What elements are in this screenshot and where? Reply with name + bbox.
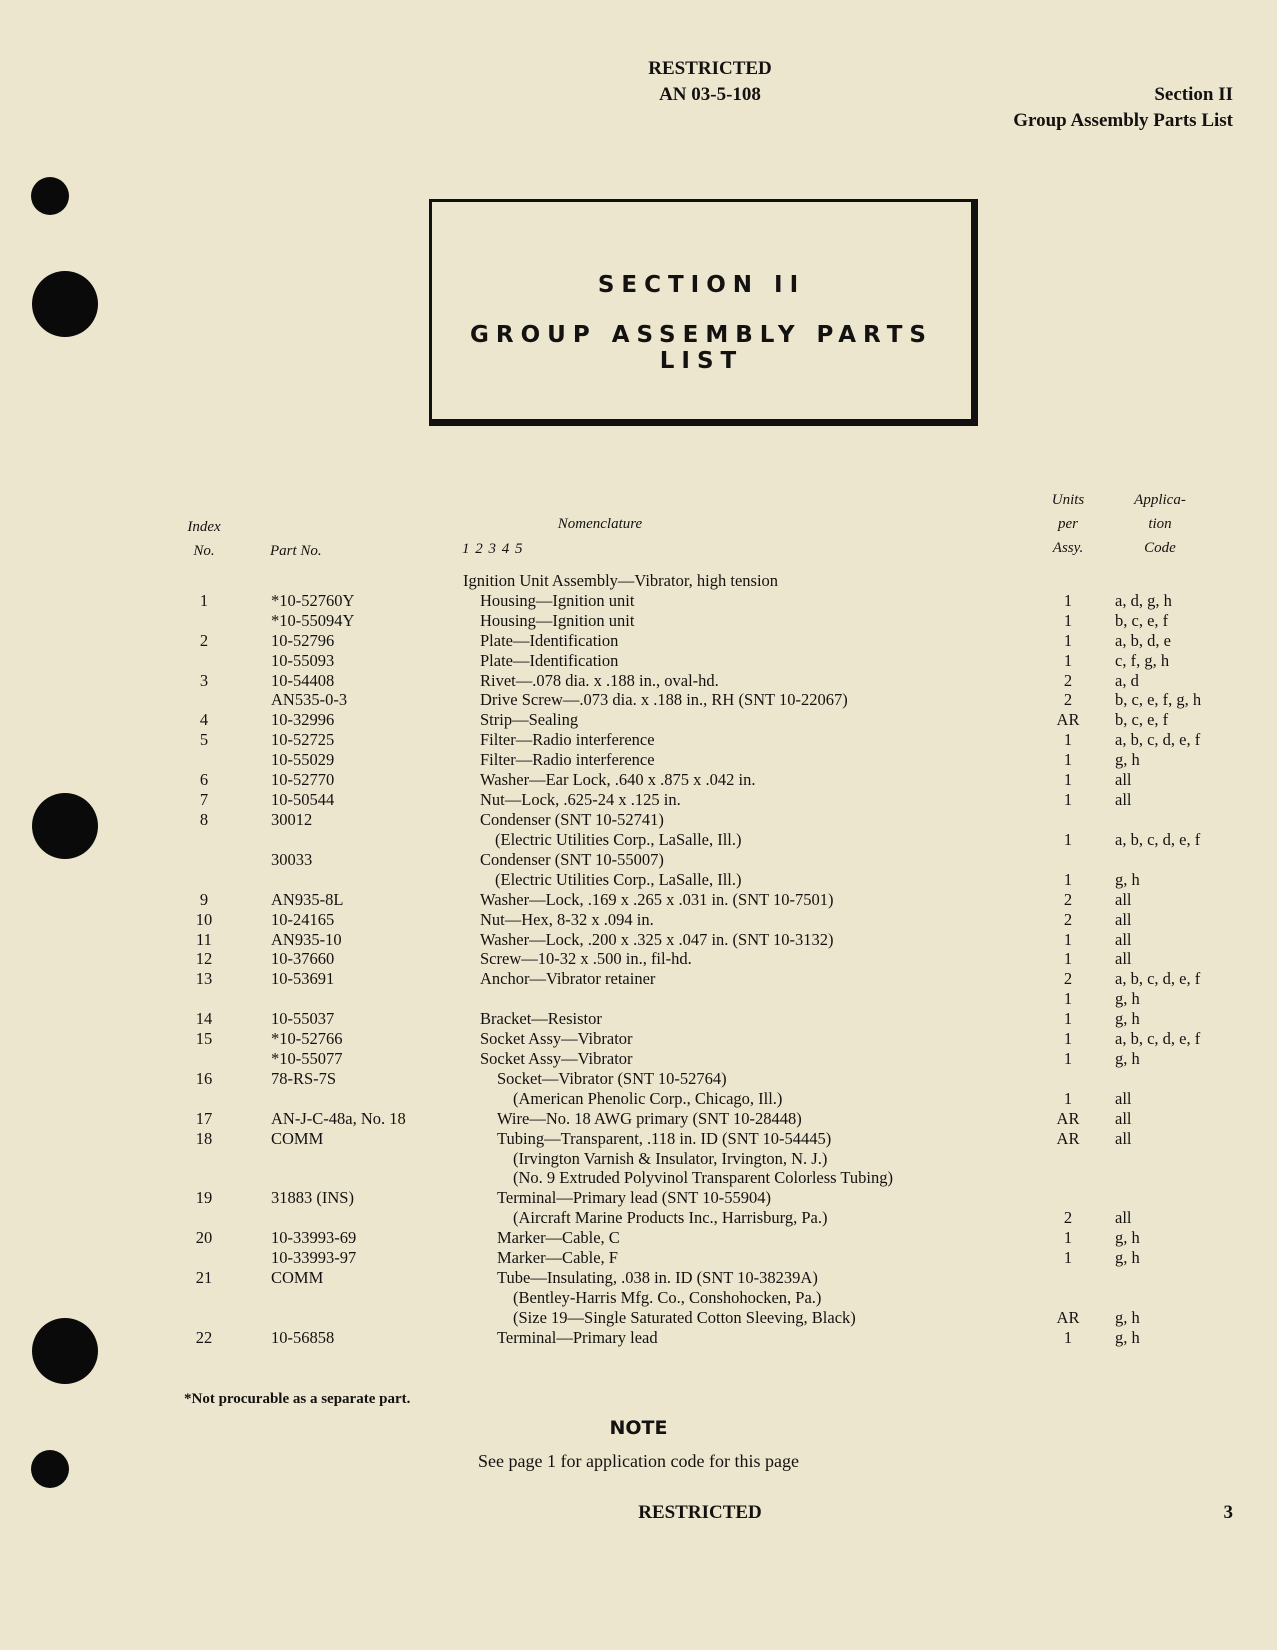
row-units-per-assy: 2 <box>1063 1208 1073 1228</box>
row-index-number: 16 <box>195 1068 213 1088</box>
row-nomenclature: Marker—Cable, F <box>497 1248 618 1267</box>
row-part-number: 10-33993-69 <box>271 1228 357 1248</box>
row-index-number: 18 <box>195 1128 213 1148</box>
table-row <box>0 1248 1277 1268</box>
row-units-per-assy: AR <box>1056 1307 1080 1327</box>
row-index-number: 21 <box>195 1267 213 1287</box>
row-index-number: 10 <box>195 909 213 929</box>
table-row <box>0 949 1277 969</box>
table-row <box>0 651 1277 671</box>
row-part-number: 30033 <box>271 849 313 869</box>
row-units-per-assy: AR <box>1056 1128 1080 1148</box>
row-nomenclature: Anchor—Vibrator retainer <box>480 969 656 989</box>
row-index-number: 14 <box>195 1009 213 1029</box>
table-row <box>0 1089 1277 1109</box>
row-part-number: 10-33993-97 <box>271 1248 357 1267</box>
table-row <box>0 1208 1277 1228</box>
row-nomenclature: Tubing—Transparent, .118 in. ID (SNT 10-54445) <box>497 1128 832 1148</box>
column-header-units: Units per Assy. <box>1051 492 1085 556</box>
row-nomenclature: Plate—Identification <box>480 650 619 670</box>
row-application-code: g, h <box>1115 1009 1140 1029</box>
row-index-number: 11 <box>196 929 212 949</box>
row-units-per-assy: 1 <box>1063 789 1073 809</box>
row-application-code: all <box>1115 909 1132 929</box>
row-index-number: 6 <box>199 770 209 789</box>
row-nomenclature: Wire—No. 18 AWG primary (SNT 10-28448) <box>497 1108 802 1128</box>
row-units-per-assy: 1 <box>1063 1009 1073 1029</box>
table-row <box>0 770 1277 790</box>
punch-hole <box>31 177 69 215</box>
row-nomenclature: Socket—Vibrator (SNT 10-52764) <box>497 1068 727 1088</box>
column-header-nomenclature: Nomenclature <box>557 516 643 532</box>
footer-classification: RESTRICTED <box>638 1502 762 1523</box>
table-row <box>0 1049 1277 1069</box>
row-nomenclature: Socket Assy—Vibrator <box>480 1029 633 1048</box>
section-label: Section II <box>1154 84 1233 105</box>
row-index-number: 1 <box>199 590 209 610</box>
row-nomenclature: Washer—Lock, .169 x .265 x .031 in. (SNT 10-7501) <box>480 889 834 909</box>
row-index-number: 8 <box>199 809 209 829</box>
table-row <box>0 1328 1277 1348</box>
row-part-number: 10-55029 <box>271 750 335 770</box>
row-part-number: COMM <box>271 1267 324 1287</box>
row-application-code: all <box>1115 770 1132 789</box>
table-row <box>0 730 1277 750</box>
row-application-code: g, h <box>1115 989 1140 1009</box>
table-row <box>0 591 1277 611</box>
row-nomenclature: Ignition Unit Assembly—Vibrator, high tension <box>463 571 779 590</box>
row-nomenclature: Terminal—Primary lead <box>497 1327 658 1347</box>
row-part-number: 10-50544 <box>271 789 335 809</box>
row-units-per-assy: 1 <box>1063 949 1073 969</box>
row-nomenclature: (Electric Utilities Corp., LaSalle, Ill.) <box>495 829 742 849</box>
page-header-center <box>600 56 820 108</box>
row-application-code: g, h <box>1115 869 1140 889</box>
column-header-indent-levels: 1 2 3 4 5 <box>462 541 524 557</box>
row-units-per-assy: 1 <box>1063 829 1073 849</box>
row-application-code: all <box>1115 949 1132 969</box>
row-part-number: 10-32996 <box>271 710 335 730</box>
row-units-per-assy: 1 <box>1063 1088 1073 1108</box>
table-row <box>0 1069 1277 1089</box>
punch-hole <box>32 271 98 337</box>
row-units-per-assy: 1 <box>1063 1228 1073 1248</box>
row-application-code: a, b, d, e <box>1115 630 1171 650</box>
table-row <box>0 1009 1277 1029</box>
row-units-per-assy: 1 <box>1063 989 1073 1009</box>
row-nomenclature: Bracket—Resistor <box>480 1009 602 1029</box>
row-nomenclature: Housing—Ignition unit <box>480 590 635 610</box>
row-nomenclature: Filter—Radio interference <box>480 730 655 750</box>
row-nomenclature: Strip—Sealing <box>480 710 579 730</box>
note-text: See page 1 for application code for this page <box>478 1451 799 1471</box>
row-part-number: 10-54408 <box>271 670 335 690</box>
row-application-code: all <box>1115 1128 1132 1148</box>
row-units-per-assy: 1 <box>1063 610 1073 630</box>
classification-label: RESTRICTED <box>648 58 772 79</box>
row-nomenclature: Condenser (SNT 10-55007) <box>480 849 664 869</box>
row-part-number: 78-RS-7S <box>271 1068 337 1088</box>
row-application-code: a, b, c, d, e, f <box>1115 969 1201 989</box>
page-number: 3 <box>1223 1502 1233 1523</box>
table-row <box>0 1149 1277 1169</box>
row-index-number: 13 <box>195 969 213 989</box>
row-nomenclature: Condenser (SNT 10-52741) <box>480 809 664 829</box>
row-index-number: 7 <box>199 789 209 809</box>
table-row <box>0 969 1277 989</box>
row-part-number: 10-24165 <box>271 909 335 929</box>
row-application-code: g, h <box>1115 1228 1140 1248</box>
row-nomenclature: Nut—Hex, 8-32 x .094 in. <box>480 909 654 929</box>
row-units-per-assy: 1 <box>1063 650 1073 670</box>
row-application-code: c, f, g, h <box>1115 650 1170 670</box>
row-index-number: 15 <box>195 1029 213 1048</box>
row-part-number: 31883 (INS) <box>271 1188 354 1208</box>
title-section-name: GROUP ASSEMBLY PARTS LIST <box>470 322 933 374</box>
row-application-code: all <box>1115 1088 1132 1108</box>
row-index-number: 2 <box>199 630 209 650</box>
row-part-number: 10-52725 <box>271 730 335 750</box>
row-application-code: all <box>1115 789 1132 809</box>
row-part-number: 10-52796 <box>271 630 335 650</box>
table-row <box>0 810 1277 830</box>
table-row <box>0 850 1277 870</box>
row-application-code: g, h <box>1115 1307 1140 1327</box>
row-nomenclature: (Size 19—Single Saturated Cotton Sleeving, Black) <box>513 1307 856 1327</box>
row-index-number: 12 <box>195 949 213 969</box>
row-nomenclature: Nut—Lock, .625-24 x .125 in. <box>480 789 681 809</box>
row-nomenclature: (Bentley-Harris Mfg. Co., Conshohocken, Pa.) <box>513 1287 822 1307</box>
section-title: Group Assembly Parts List <box>1013 110 1233 131</box>
row-application-code: all <box>1115 1208 1132 1228</box>
row-application-code: all <box>1115 929 1132 949</box>
row-index-number: 9 <box>199 889 209 909</box>
table-row <box>0 631 1277 651</box>
footnote: *Not procurable as a separate part. <box>184 1391 411 1407</box>
table-row <box>0 750 1277 770</box>
row-nomenclature: Filter—Radio interference <box>480 750 655 770</box>
row-index-number: 22 <box>195 1327 213 1347</box>
row-application-code: g, h <box>1115 1248 1140 1267</box>
row-application-code: g, h <box>1115 750 1140 770</box>
row-units-per-assy: 1 <box>1063 1029 1073 1048</box>
table-row <box>0 910 1277 930</box>
row-units-per-assy: 1 <box>1063 630 1073 650</box>
table-row <box>0 930 1277 950</box>
row-part-number: 10-55037 <box>271 1009 335 1029</box>
row-index-number: 19 <box>195 1188 213 1208</box>
row-units-per-assy: AR <box>1056 710 1080 730</box>
row-application-code: b, c, e, f <box>1115 710 1169 730</box>
row-index-number: 17 <box>195 1108 213 1128</box>
title-section-number: SECTION II <box>597 272 806 298</box>
row-nomenclature: Marker—Cable, C <box>497 1228 620 1248</box>
table-row <box>0 1228 1277 1248</box>
page-header-right <box>1013 82 1233 134</box>
table-row <box>0 830 1277 850</box>
table-row <box>0 571 1277 591</box>
row-units-per-assy: 1 <box>1063 1327 1073 1347</box>
note-heading: NOTE <box>609 1417 668 1439</box>
row-part-number: COMM <box>271 1128 324 1148</box>
row-index-number: 4 <box>199 710 209 730</box>
table-row <box>0 671 1277 691</box>
row-units-per-assy: 1 <box>1063 730 1073 750</box>
row-nomenclature: Tube—Insulating, .038 in. ID (SNT 10-38239A) <box>497 1267 818 1287</box>
table-row <box>0 1268 1277 1288</box>
row-application-code: a, b, c, d, e, f <box>1115 829 1201 849</box>
row-units-per-assy: 2 <box>1063 670 1073 690</box>
row-units-per-assy: 1 <box>1063 770 1073 789</box>
table-row <box>0 1109 1277 1129</box>
row-application-code: b, c, e, f, g, h <box>1115 690 1202 710</box>
table-row <box>0 790 1277 810</box>
row-nomenclature: Washer—Lock, .200 x .325 x .047 in. (SNT 10-3132) <box>480 929 834 949</box>
row-units-per-assy: 2 <box>1063 969 1073 989</box>
row-application-code: g, h <box>1115 1327 1140 1347</box>
row-nomenclature: (Irvington Varnish & Insulator, Irvington, N. J.) <box>513 1148 828 1168</box>
row-application-code: g, h <box>1115 1048 1140 1068</box>
row-units-per-assy: 1 <box>1063 929 1073 949</box>
table-row <box>0 1029 1277 1049</box>
document-number: AN 03-5-108 <box>659 84 761 105</box>
row-part-number: *10-52766 <box>271 1029 343 1048</box>
column-header-index: Index No. <box>187 519 221 559</box>
row-nomenclature: Drive Screw—.073 dia. x .188 in., RH (SNT 10-22067) <box>480 690 848 710</box>
row-units-per-assy: 2 <box>1063 690 1073 710</box>
row-units-per-assy: 1 <box>1063 869 1073 889</box>
row-units-per-assy: 1 <box>1063 1048 1073 1068</box>
row-nomenclature: Washer—Ear Lock, .640 x .875 x .042 in. <box>480 770 756 789</box>
row-units-per-assy: 2 <box>1063 909 1073 929</box>
row-index-number: 20 <box>195 1228 213 1248</box>
table-row <box>0 611 1277 631</box>
row-index-number: 5 <box>199 730 209 750</box>
row-units-per-assy: 1 <box>1063 750 1073 770</box>
section-title-box <box>429 199 978 426</box>
row-nomenclature: Screw—10-32 x .500 in., fil-hd. <box>480 949 692 969</box>
row-units-per-assy: AR <box>1056 1108 1080 1128</box>
row-nomenclature: Socket Assy—Vibrator <box>480 1048 633 1068</box>
row-units-per-assy: 1 <box>1063 590 1073 610</box>
table-row <box>0 870 1277 890</box>
row-part-number: 10-55093 <box>271 650 335 670</box>
row-part-number: 10-52770 <box>271 770 335 789</box>
row-nomenclature: Rivet—.078 dia. x .188 in., oval-hd. <box>480 670 719 690</box>
table-row <box>0 1308 1277 1328</box>
row-part-number: *10-52760Y <box>271 590 355 610</box>
table-row <box>0 1288 1277 1308</box>
row-part-number: AN-J-C-48a, No. 18 <box>271 1108 406 1128</box>
row-part-number: 10-37660 <box>271 949 335 969</box>
row-part-number: AN535-0-3 <box>271 690 348 710</box>
row-application-code: a, d <box>1115 670 1139 690</box>
table-row <box>0 690 1277 710</box>
row-nomenclature: Terminal—Primary lead (SNT 10-55904) <box>497 1188 771 1208</box>
row-application-code: a, d, g, h <box>1115 590 1172 610</box>
row-nomenclature: Plate—Identification <box>480 630 619 650</box>
row-nomenclature: (American Phenolic Corp., Chicago, Ill.) <box>513 1088 783 1108</box>
row-nomenclature: (Aircraft Marine Products Inc., Harrisburg, Pa.) <box>513 1208 828 1228</box>
row-application-code: all <box>1115 1108 1132 1128</box>
row-part-number: AN935-10 <box>271 929 342 949</box>
table-row <box>0 890 1277 910</box>
row-application-code: b, c, e, f <box>1115 610 1169 630</box>
row-part-number: AN935-8L <box>271 889 344 909</box>
row-part-number: 10-56858 <box>271 1327 335 1347</box>
table-row <box>0 1188 1277 1208</box>
table-row <box>0 1168 1277 1188</box>
table-row <box>0 710 1277 730</box>
row-part-number: *10-55077 <box>271 1048 343 1068</box>
column-header-application-code: Applica- tion Code <box>1134 492 1186 556</box>
row-nomenclature: (Electric Utilities Corp., LaSalle, Ill.) <box>495 869 742 889</box>
row-part-number: 10-53691 <box>271 969 335 989</box>
row-nomenclature: Housing—Ignition unit <box>480 610 635 630</box>
table-row <box>0 1129 1277 1149</box>
row-part-number: 30012 <box>271 809 313 829</box>
row-application-code: a, b, c, d, e, f <box>1115 1029 1201 1048</box>
row-nomenclature: (No. 9 Extruded Polyvinol Transparent Colorless Tubing) <box>513 1168 893 1188</box>
row-application-code: all <box>1115 889 1132 909</box>
table-row <box>0 989 1277 1009</box>
row-units-per-assy: 2 <box>1063 889 1073 909</box>
row-part-number: *10-55094Y <box>271 610 355 630</box>
row-units-per-assy: 1 <box>1063 1248 1073 1267</box>
column-header-part-no: Part No. <box>270 543 322 559</box>
row-application-code: a, b, c, d, e, f <box>1115 730 1201 750</box>
row-index-number: 3 <box>199 670 209 690</box>
